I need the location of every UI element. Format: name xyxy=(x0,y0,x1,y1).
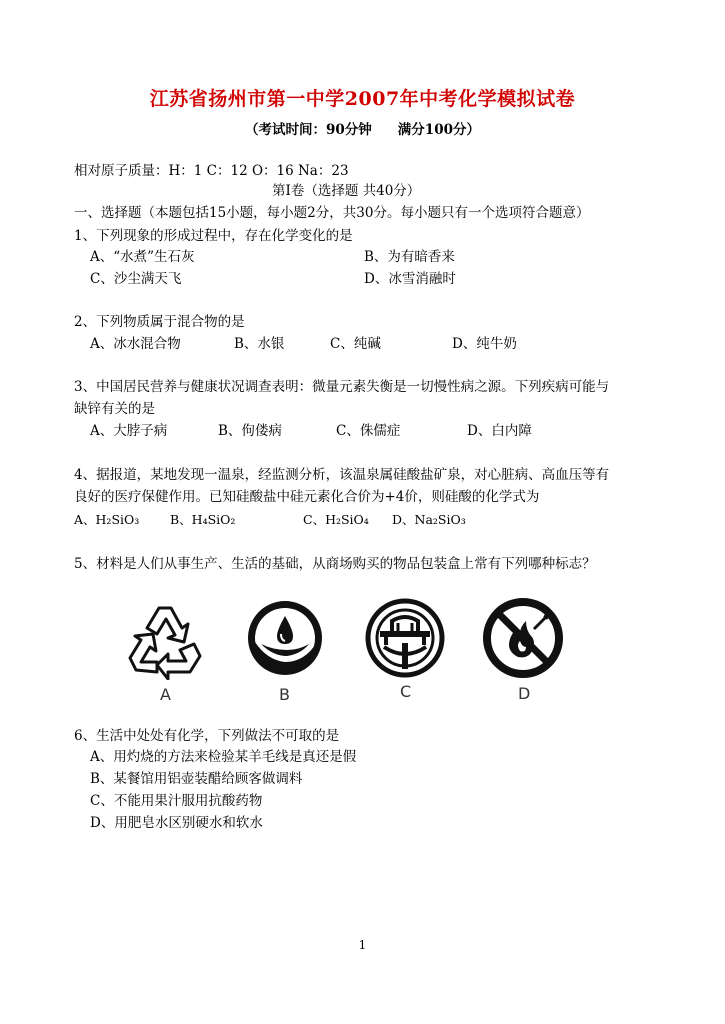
sign-label-b: B xyxy=(279,685,290,704)
question-4-stem-line1: 4、据报道，某地发现一温泉，经监测分析，该温泉属硅酸盐矿泉，对心脏病、高血压等有 xyxy=(74,467,610,483)
q1-option-d: D、冰雪消融时 xyxy=(364,271,456,287)
question-3-stem-line2: 缺锌有关的是 xyxy=(74,401,155,417)
q1-option-a: A、“水煮”生石灰 xyxy=(90,249,195,265)
question-5-stem: 5、材料是人们从事生产、生活的基础，从商场购买的物品包装盒上常有下列哪种标志？ xyxy=(74,556,596,572)
question-1-stem: 1、下列现象的形成过程中，存在化学变化的是 xyxy=(74,228,353,244)
q6-option-c: C、不能用果汁服用抗酸药物 xyxy=(90,793,263,809)
question-3-stem-line1: 3、中国居民营养与健康状况调查表明：微量元素失衡是一切慢性病之源。下列疾病可能与 xyxy=(74,379,610,395)
q2-option-a: A、冰水混合物 xyxy=(90,336,181,352)
section-instructions: 一、选择题（本题包括15小题，每小题2分，共30分。每小题只有一个选项符合题意） xyxy=(74,205,590,221)
q2-option-d: D、纯牛奶 xyxy=(452,336,517,352)
q1-option-c: C、沙尘满天飞 xyxy=(90,271,182,287)
q3-option-a: A、大脖子病 xyxy=(90,423,168,439)
question-6-stem: 6、生活中处处有化学，下列做法不可取的是 xyxy=(74,728,340,744)
section-title: 第Ⅰ卷（选择题 共40分） xyxy=(272,183,421,199)
q4-option-a: A、H₂SiO₃ xyxy=(74,512,140,527)
q4-option-c: C、H₂SiO₄ xyxy=(303,512,369,527)
q1-option-b: B、为有暗香来 xyxy=(364,249,455,265)
exam-title: 江苏省扬州市第一中学2007年中考化学模拟试卷 xyxy=(149,88,576,110)
no-fire-icon xyxy=(482,597,564,679)
q2-option-c: C、纯碱 xyxy=(330,336,381,352)
green-food-icon xyxy=(364,597,446,679)
recycle-icon xyxy=(124,598,206,680)
q4-option-b: B、H₄SiO₂ xyxy=(170,512,236,527)
exam-time: （考试时间：90分钟 xyxy=(245,122,372,138)
atomic-mass: 相对原子质量：H：1 C：12 O：16 Na：23 xyxy=(74,163,349,179)
q2-option-b: B、水银 xyxy=(234,336,285,352)
exam-score: 满分100分） xyxy=(397,122,480,138)
q6-option-d: D、用肥皂水区别硬水和软水 xyxy=(90,815,263,831)
q6-option-b: B、某餐馆用铝壶装醋给顾客做调料 xyxy=(90,771,303,787)
question-2-stem: 2、下列物质属于混合物的是 xyxy=(74,314,245,330)
q3-option-c: C、侏儒症 xyxy=(336,423,401,439)
sign-label-c: C xyxy=(400,682,412,701)
exam-subtitle xyxy=(0,118,725,138)
question-4-stem-line2: 良好的医疗保健作用。已知硅酸盐中硅元素化合价为+4价，则硅酸的化学式为 xyxy=(74,489,540,505)
q6-option-a: A、用灼烧的方法来检验某羊毛线是真还是假 xyxy=(90,749,357,765)
page-number: 1 xyxy=(358,938,367,952)
water-drop-hand-icon xyxy=(245,598,325,678)
q3-option-b: B、佝偻病 xyxy=(218,423,282,439)
q3-option-d: D、白内障 xyxy=(467,423,532,439)
sign-label-d: D xyxy=(518,684,531,703)
q4-option-d: D、Na₂SiO₃ xyxy=(392,512,466,527)
sign-label-a: A xyxy=(160,685,171,704)
